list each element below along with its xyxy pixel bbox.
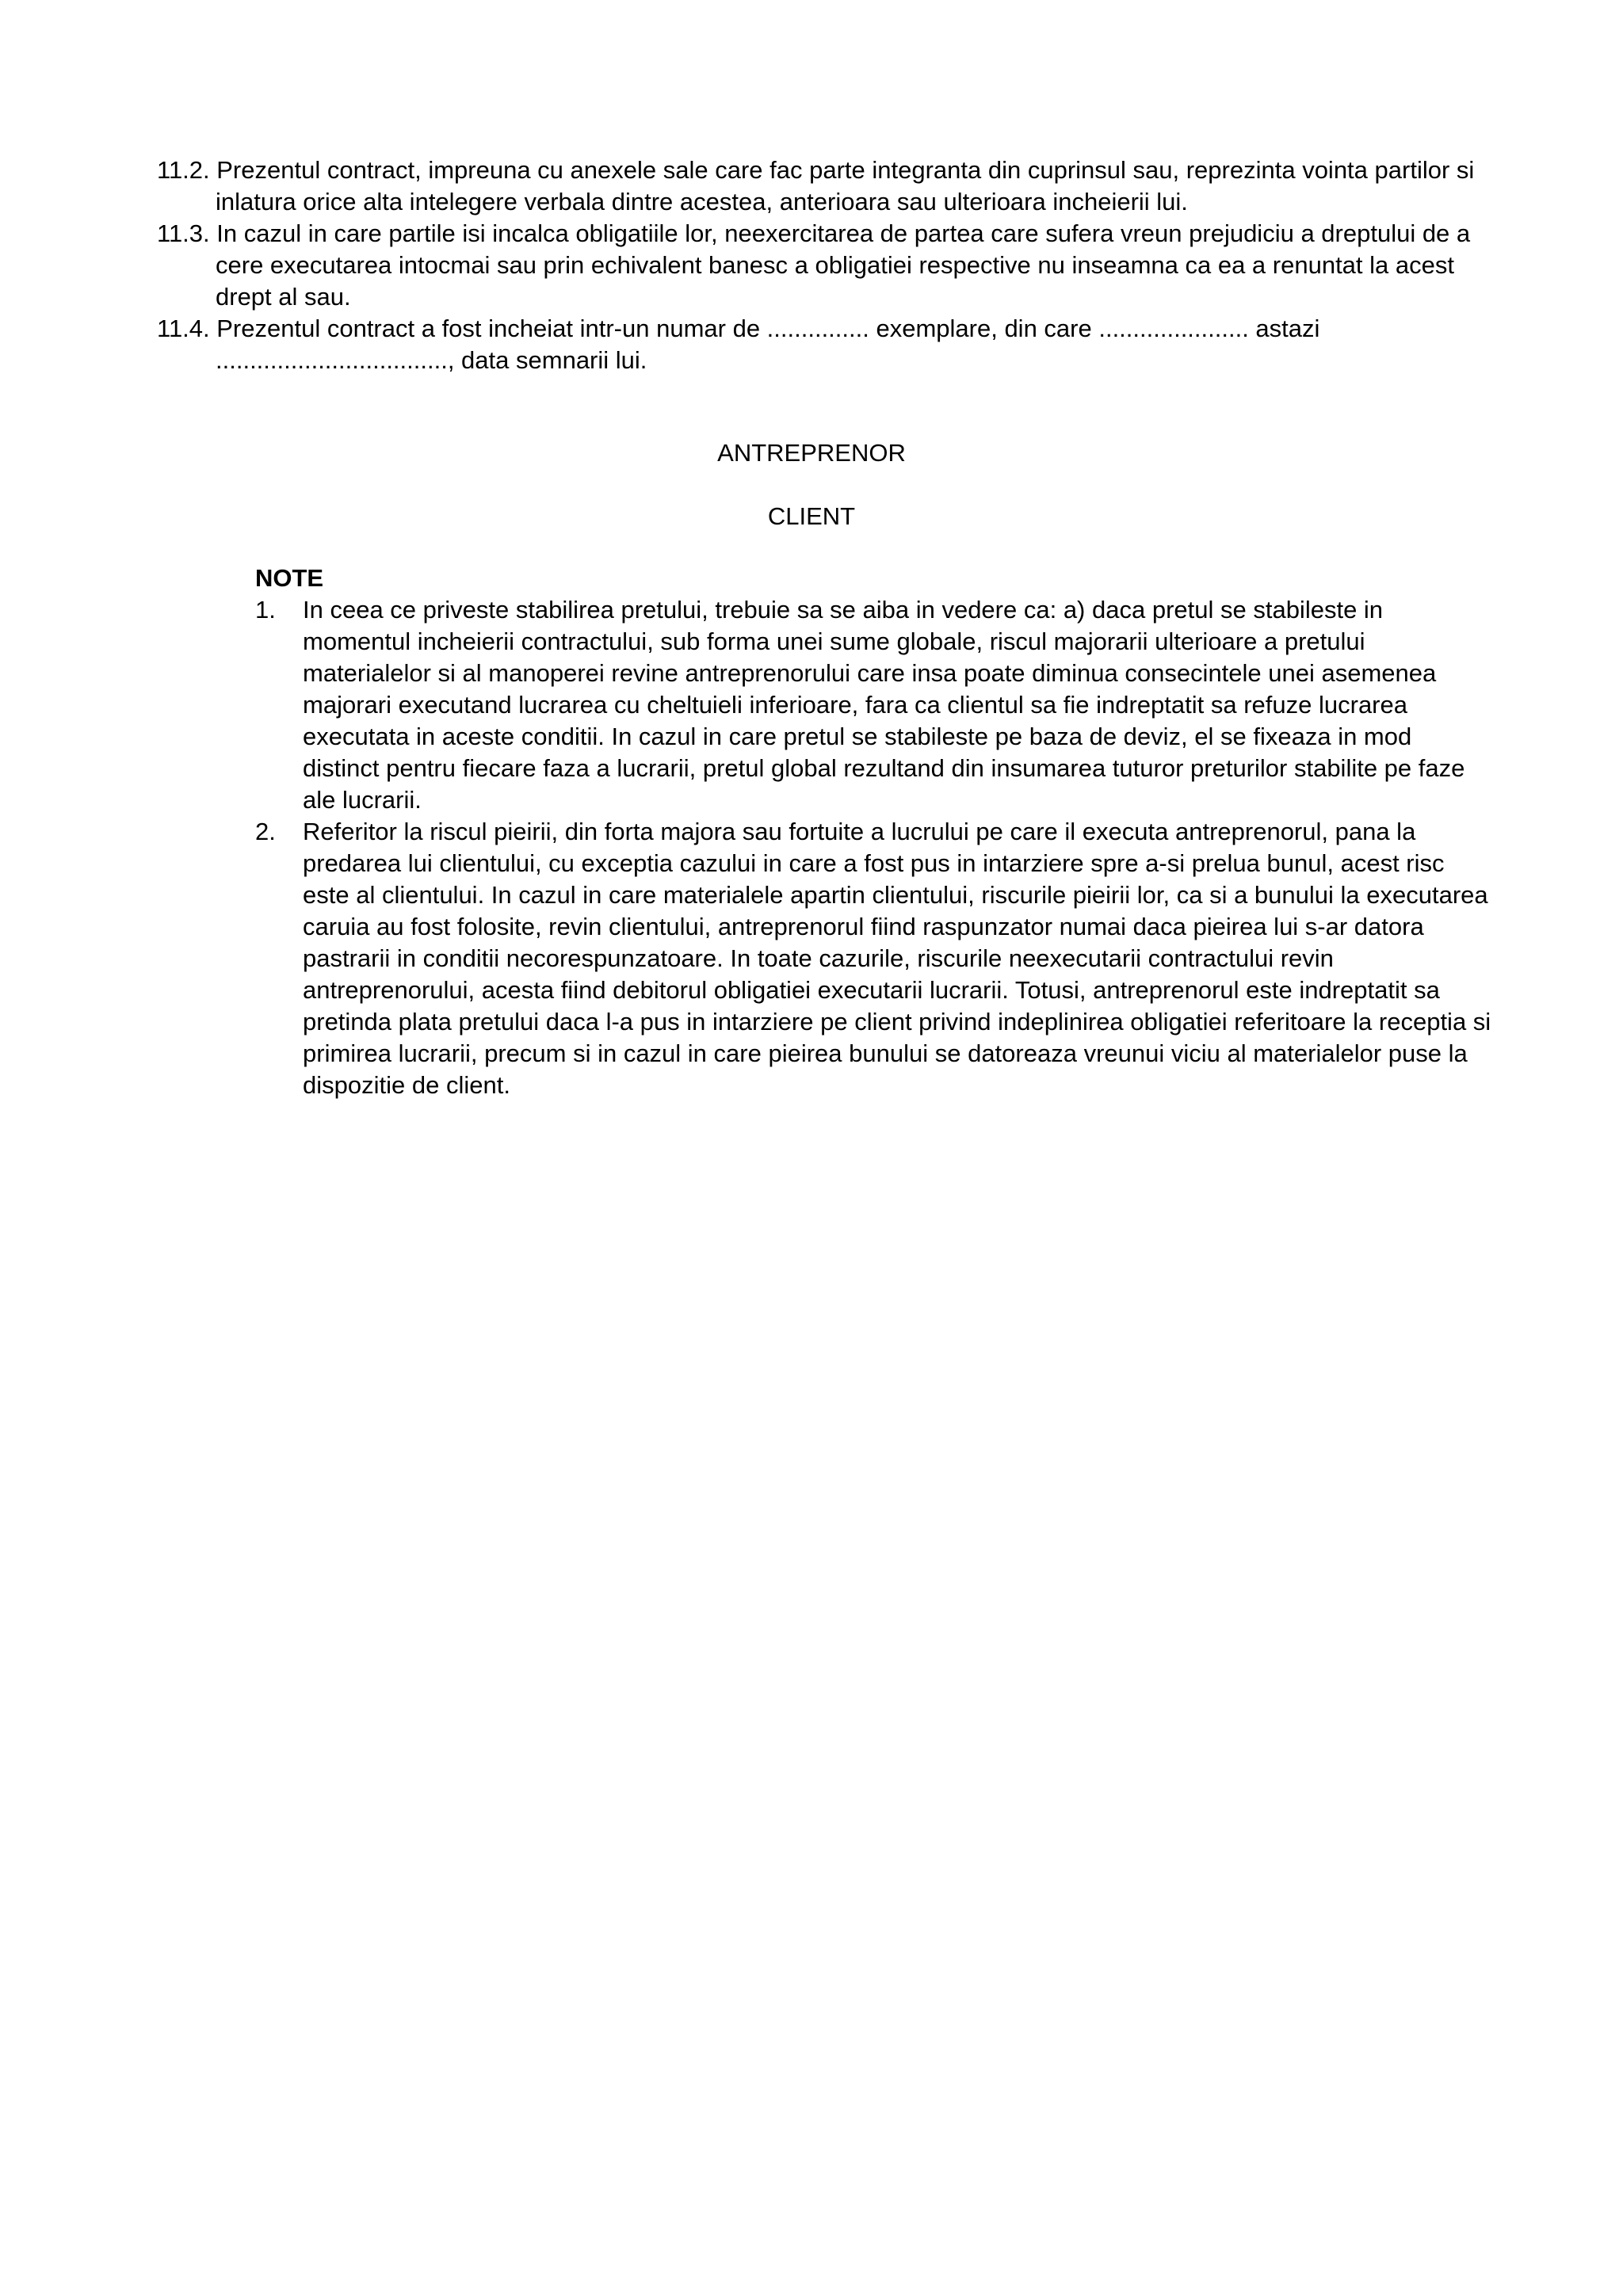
note-number: 1. (255, 596, 276, 624)
clause-11-4: 11.4. Prezentul contract a fost incheiat intr-un numar de ............... exemplare, din care ...................... astazi .................................., data semnarii lui. (157, 315, 1320, 374)
notes-heading: NOTE (255, 564, 324, 592)
note-text: Referitor la riscul pieirii, din forta majora sau fortuite a lucrului pe care il executa antreprenorul, pana la predarea lui clientului, cu exceptia cazului in care a fost pus in intarziere spre a-si prelua bunul, acest risc este al clientului. In cazul in care materialele apartin clientului, riscurile pieirii lor, ca si a bunului la executarea caruia au fost folosite, revin clientului, antreprenorul fiind raspunzator numai daca pieirea lui s-ar datora pastrarii in conditii necorespunzatoare. In toate cazurile, riscurile neexecutarii contractului revin antreprenorului, acesta fiind debitorul obligatiei executarii lucrarii. Totusi, antreprenorul este indreptatit sa pretinda plata pretului daca l-a pus in intarziere pe client privind indeplinirea obligatiei referitoare la receptia si primirea lucrarii, precum si in cazul in care pieirea bunului se datoreaza vreunui viciu al materialelor puse la dispozitie de client. (303, 818, 1491, 1099)
clause-11-2: 11.2. Prezentul contract, impreuna cu anexele sale care fac parte integranta din cuprinsul sau, reprezinta vointa partilor si inlatura orice alta intelegere verbala dintre acestea, anterioara sau ulterioara incheierii lui. (157, 156, 1475, 215)
note-item (255, 594, 1491, 816)
contract-clauses (157, 154, 1488, 376)
note-item (255, 816, 1491, 1101)
clause-11-3: 11.3. In cazul in care partile isi incalca obligatiile lor, neexercitarea de partea care sufera vreun prejudiciu a dreptului de a cere executarea intocmai sau prin echivalent banesc a obligatiei respective nu inseamna ca ea a renuntat la acest drept al sau. (157, 219, 1471, 311)
signature-contractor-label: ANTREPRENOR (717, 439, 906, 467)
signature-client-label: CLIENT (767, 502, 856, 530)
note-text: In ceea ce priveste stabilirea pretului, trebuie sa se aiba in vedere ca: a) daca pretul se stabileste in momentul incheierii contractului, sub forma unei sume globale, riscul majorarii ulterioare a pretului materialelor si al manoperei revine antreprenorului care insa poate diminua consecintele unei asemenea majorari executand lucrarea cu cheltuieli inferioare, fara ca clientul sa fie indreptatit sa refuze lucrarea executata in aceste conditii. In cazul in care pretul se stabileste pe baza de deviz, el se fixeaza in mod distinct pentru fiecare faza a lucrarii, pretul global rezultand din insumarea tuturor preturilor stabilite pe faze ale lucrarii. (303, 596, 1465, 814)
notes-section (255, 563, 1491, 1101)
note-number: 2. (255, 818, 276, 845)
